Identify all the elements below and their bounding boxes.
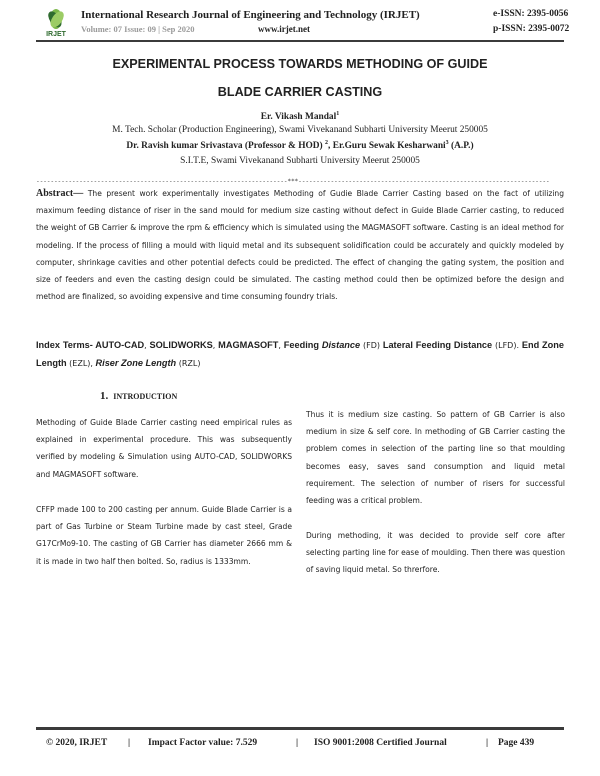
footer-separator: | — [486, 738, 489, 748]
separator: ----------------------------------------------------------------------***---------------------------------------------------------------------- — [36, 178, 550, 185]
author-1: Er. Vikash Mandal$^1$ — [260, 111, 340, 123]
section-heading-introduction: 1. INTRODUCTION — [100, 390, 178, 402]
paper-title-line-1: EXPERIMENTAL PROCESS TOWARDS METHODING OF GUIDE — [112, 57, 488, 71]
left-paragraph-2: CFFP made 100 to 200 casting per annum. Guide Blade Carrier is a part of Gas Turbine or Steam Turbine made by cast steel, Grade G17CrMo9-10. The casting of GB Carrier has diameter 2666 mm & it is made in two half then bolted. So, radius is 1333mm. — [36, 505, 292, 566]
left-paragraph-1: Methoding of Guide Blade Carrier casting need empirical rules as explained in experimental procedure. This was subsequently verified by modeling & Simulation using AUTO-CAD, SOLIDWORKS and MAGMASOFT software. — [36, 418, 292, 479]
header-rule — [36, 40, 564, 42]
right-paragraph-1: Thus it is medium size casting. So pattern of GB Carrier is also medium in size & self core. In methoding of GB Carrier casting the problem comes in selection of the parting line so that moulding becomes easy, saves sand consumption and liquid metal requirement. The selection of number of risers for successful feeding was a critical problem. — [306, 410, 565, 506]
p-issn: p-ISSN: 2395-0072 — [493, 24, 570, 34]
affiliation-2: S.I.T.E, Swami Vivekanand Subharti University Meerut 250005 — [180, 156, 420, 166]
journal-logo — [36, 7, 76, 37]
journal-website: www.irjet.net — [258, 24, 310, 34]
footer-separator: | — [296, 738, 299, 748]
right-paragraph-2: During methoding, it was decided to provide self core after selecting parting line for ease of moulding. Then there was question of saving liquid metal. So threrfore. — [306, 531, 565, 575]
footer-iso: ISO 9001:2008 Certified Journal — [314, 738, 447, 748]
paper-title-line-2: BLADE CARRIER CASTING — [217, 85, 383, 99]
index-terms: Index Terms- AUTO-CAD, SOLIDWORKS, MAGMASOFT, Feeding Distance (FD) Lateral Feeding Distance (LFD). End Zone Length (EZL), Riser Zone Length (RZL) — [36, 340, 564, 368]
affiliation-1: M. Tech. Scholar (Production Engineering), Swami Vivekanand Subharti University Meerut 250005 — [112, 125, 488, 135]
footer-separator: | — [128, 738, 131, 748]
authors-2-3: Dr. Ravish kumar Srivastava (Professor & HOD) $^2$, Er.Guru Sewak Kesharwani$^3$ (A.P.) — [126, 140, 474, 152]
e-issn: e-ISSN: 2395-0056 — [493, 9, 569, 19]
logo-leaf-icon — [46, 9, 67, 30]
abstract: Abstract— The present work experimentally investigates Methoding of Gudie Blade Carrier Casting based on the fact of utilizing maximum feeding distance of riser in the sand mould for medium size casting without defect in Guide Blade Carrier casting, to reduced the weight of GB Carrier & improve the rpm & efficiency which is simulated using the MAGMASOFT software. Casting is an ideal method for modeling. If the process of filling a mould with liquid metal and its subsequent solidification could be accurately and quickly modeled by computer, shrinkage cavities and other potential defects could be predicted. The effect of changing the gating system, the position and size of feeders and even the casting design could be simulated. The casting method could then be optimized before the design and method are finalized, so avoiding expensive and time consuming foundry trials. — [36, 188, 564, 302]
abstract-text: The present work experimentally investigates Methoding of Gudie Blade Carrier Casting based on the fact of utilizing maximum feeding distance of riser in the sand mould for medium size casting without defect in Guide Blade Carrier casting, to reduced the weight of GB Carrier & improve the rpm & efficiency which is simulated using the MAGMASOFT software. Casting is an ideal method for modeling. If the process of filling a mould with liquid metal and its subsequent solidification could be accurately and quickly modeled by computer, shrinkage cavities and other potential defects could be predicted. The effect of changing the gating system, the position and size of feeders and even the casting design could be simulated. The casting method could then be optimized before the design and method are finalized, so avoiding expensive and time consuming foundry trials. — [36, 189, 564, 302]
abstract-label: Abstract — [36, 188, 74, 199]
footer-impact-factor: Impact Factor value: 7.529 — [148, 738, 258, 748]
journal-title: International Research Journal of Engineering and Technology (IRJET) — [81, 9, 420, 21]
footer-rule — [36, 727, 564, 730]
footer-copyright: © 2020, IRJET — [46, 738, 108, 748]
logo-text: IRJET — [46, 31, 66, 37]
volume-issue: Volume: 07 Issue: 09 | Sep 2020 — [81, 24, 195, 34]
footer-page-number: Page 439 — [498, 738, 535, 748]
